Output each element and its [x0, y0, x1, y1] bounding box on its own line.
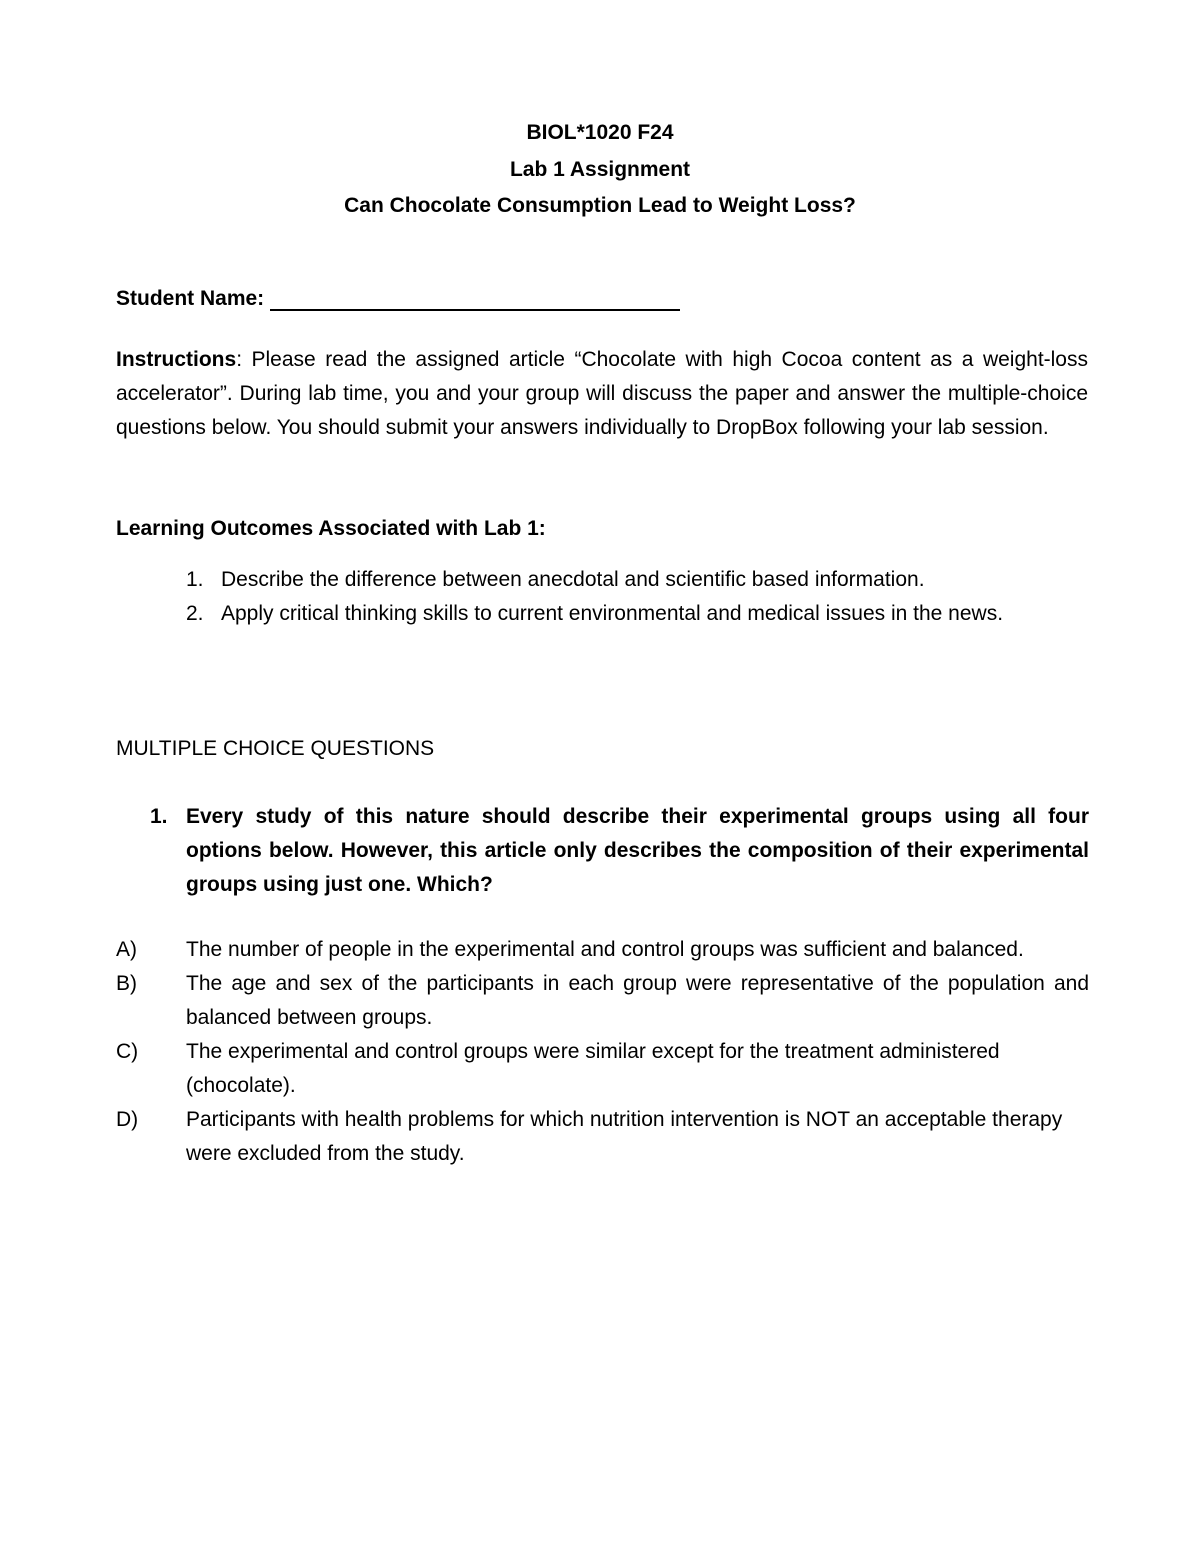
student-name-blank[interactable]: [270, 293, 680, 311]
option-text: The experimental and control groups were similar except for the treatment administered (chocolate).: [186, 1040, 1000, 1097]
option-letter: C): [116, 1040, 139, 1063]
list-item-text: Describe the difference between anecdotal and scientific based information.: [221, 568, 925, 591]
instructions-text: : Please read the assigned article “Chocolate with high Cocoa content as a weight-loss accelerator”. During lab time, you and your group will discuss the paper and answer the multiple-choice questions below. You should submit your answers individually to DropBox following your lab session.: [116, 348, 1088, 439]
option-text: The number of people in the experimental and control groups was sufficient and balanced.: [186, 938, 1024, 961]
option-letter: A): [116, 938, 137, 961]
document-header: [0, 114, 1200, 225]
learning-outcomes-heading: Learning Outcomes Associated with Lab 1:: [116, 517, 546, 540]
option-b: [116, 967, 1089, 1035]
course-code: BIOL*1020 F24: [526, 121, 674, 144]
student-name-row: [116, 284, 680, 314]
list-item-text: Apply critical thinking skills to current environmental and medical issues in the news.: [221, 602, 1004, 625]
student-name-label: Student Name:: [116, 287, 265, 310]
list-item: [186, 597, 1066, 631]
list-item-number: 2.: [186, 602, 204, 625]
option-d: [116, 1103, 1089, 1171]
assignment-title: Lab 1 Assignment: [509, 158, 691, 181]
document-title: Can Chocolate Consumption Lead to Weight Loss?: [344, 194, 856, 217]
question-1: [150, 800, 1089, 902]
option-letter: D): [116, 1108, 139, 1131]
list-item: [186, 563, 1066, 597]
question-text: Every study of this nature should describe their experimental groups using all four options below. However, this article only describes the composition of their experimental groups using just one. Which?: [186, 805, 1089, 896]
question-number: 1.: [150, 805, 168, 828]
option-letter: B): [116, 972, 137, 995]
multiple-choice-heading: MULTIPLE CHOICE QUESTIONS: [116, 737, 435, 760]
list-item-number: 1.: [186, 568, 204, 591]
option-a: [116, 933, 1089, 967]
instructions-lead: Instructions: [116, 348, 237, 371]
answer-options: [116, 933, 1089, 1171]
option-text: Participants with health problems for which nutrition intervention is NOT an acceptable therapy were excluded from the study.: [186, 1108, 1063, 1165]
option-c: [116, 1035, 1089, 1103]
learning-outcomes-list: [186, 563, 1066, 631]
instructions-paragraph: [116, 343, 1088, 445]
option-text: The age and sex of the participants in each group were representative of the population and balanced between groups.: [186, 972, 1089, 1029]
